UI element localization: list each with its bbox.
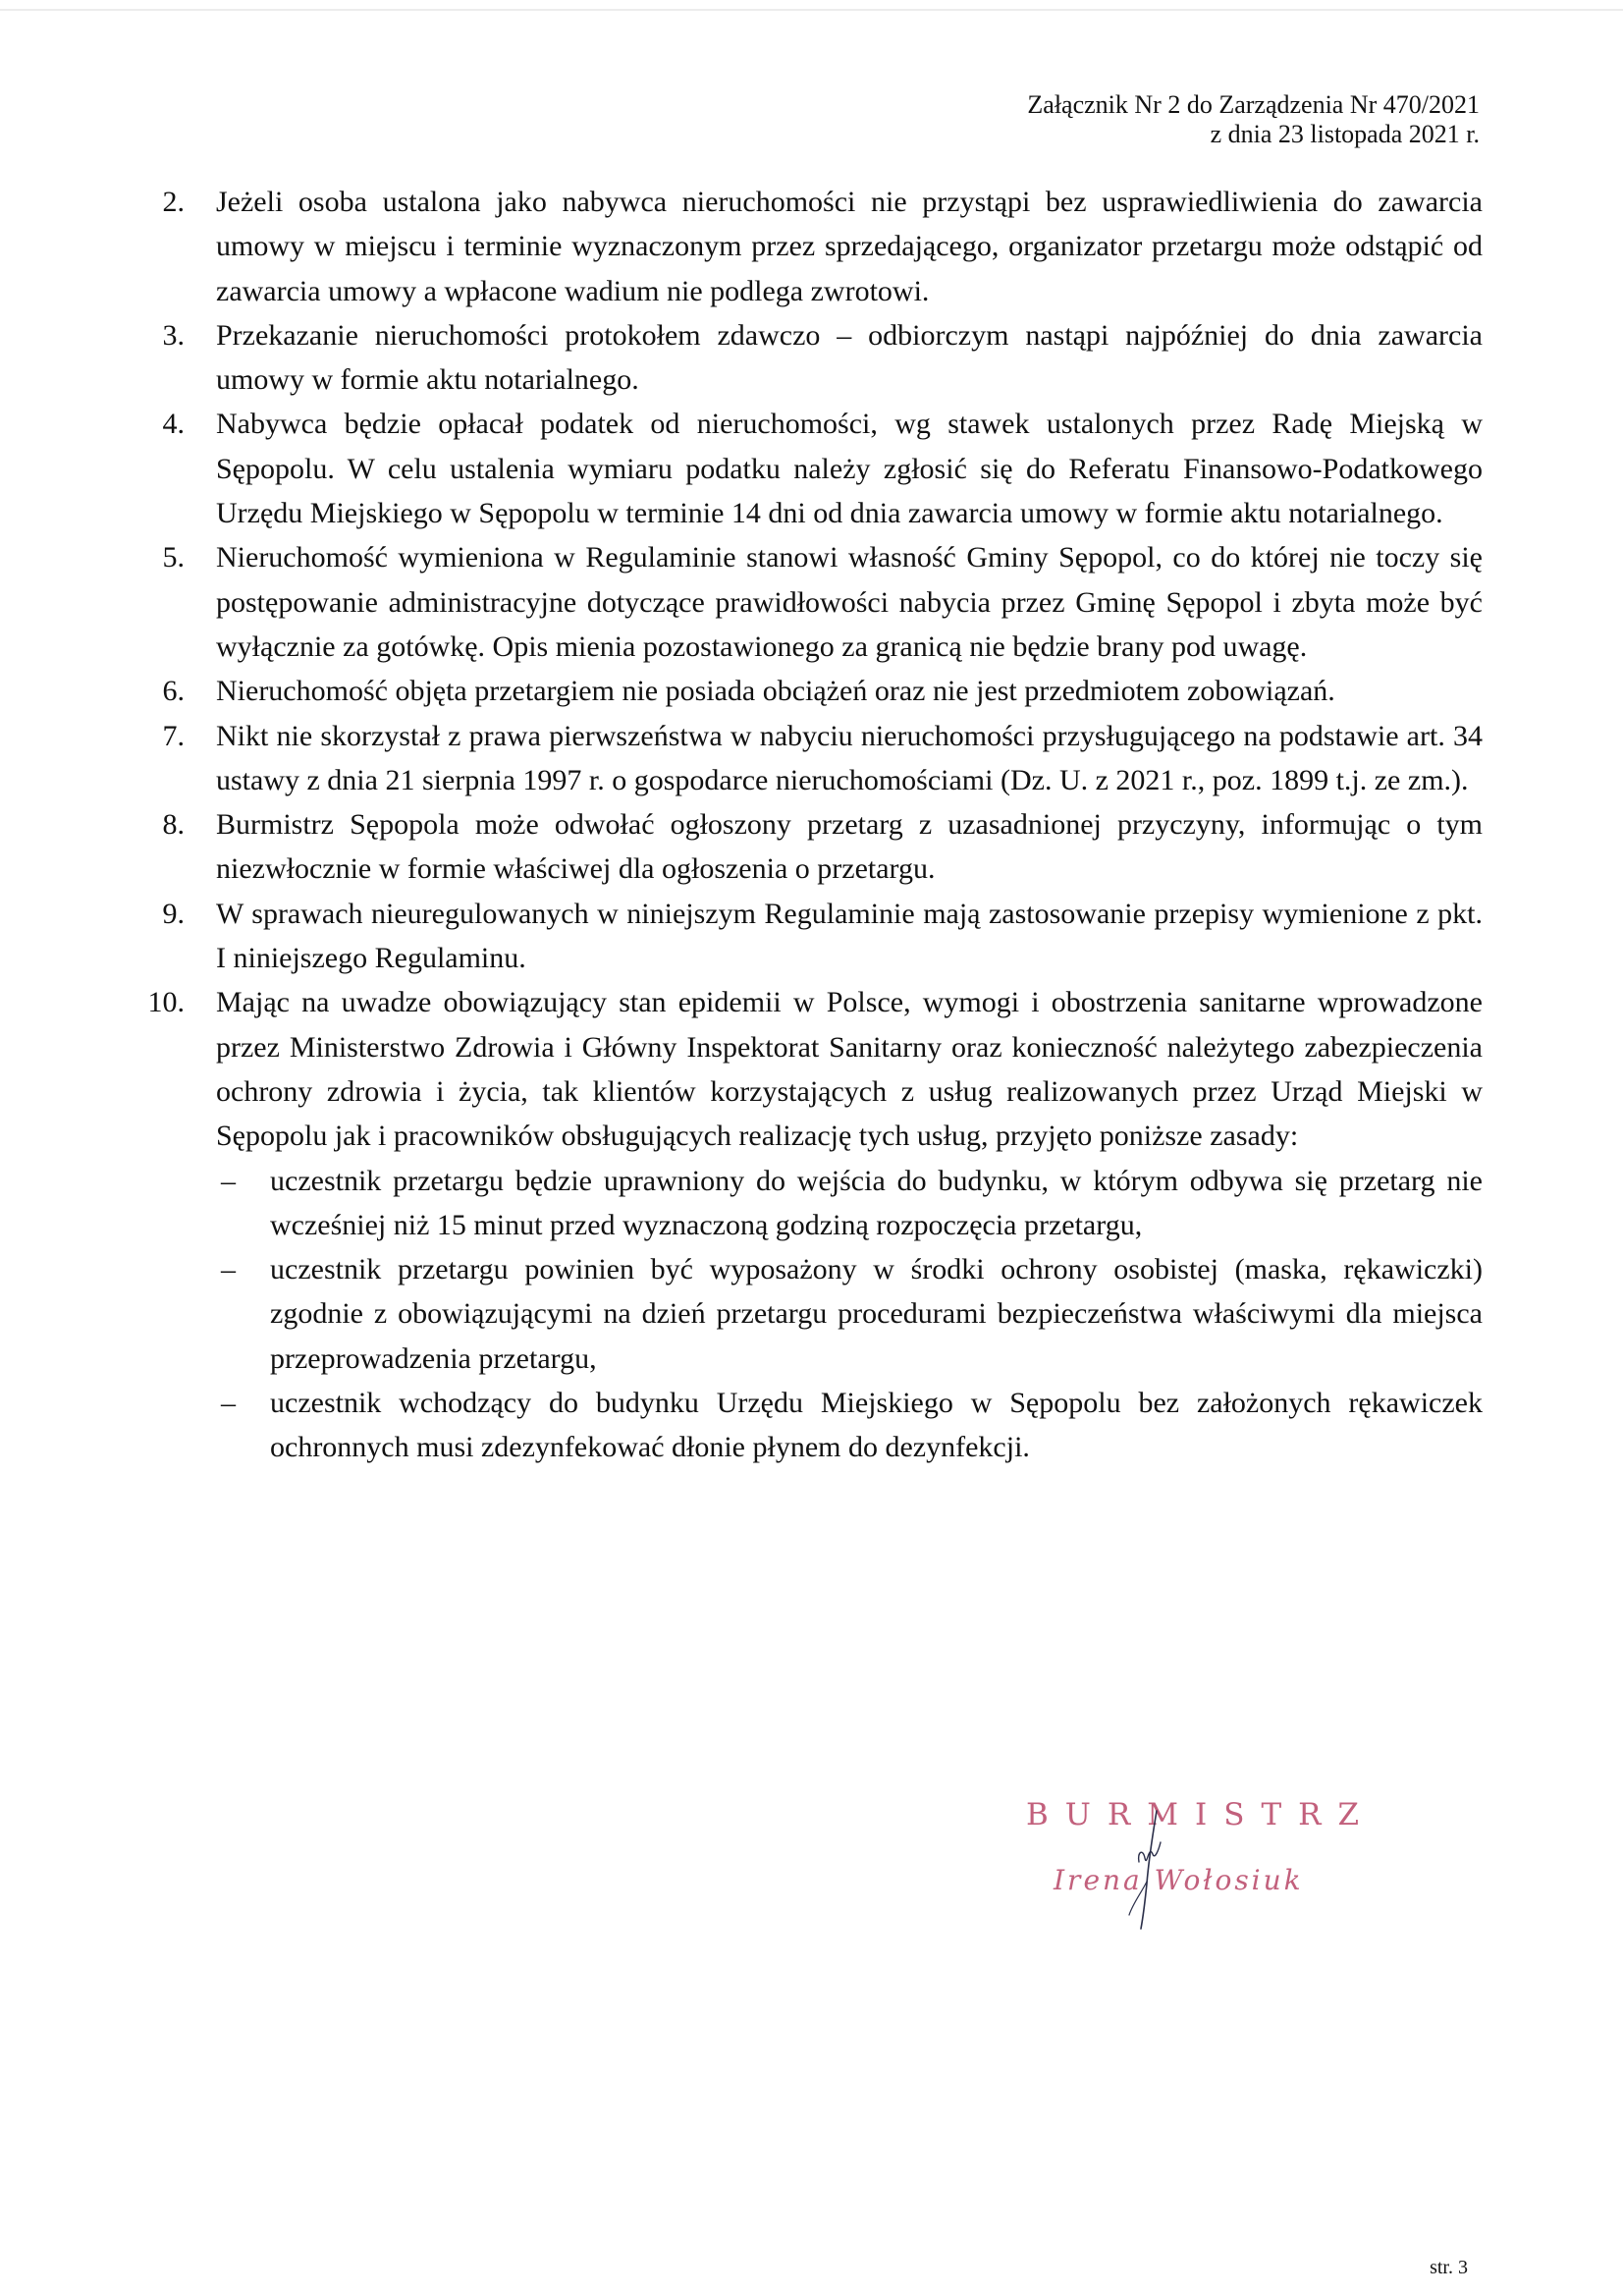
item-number: 4. (162, 408, 185, 441)
item-number: 9. (162, 897, 185, 930)
numbered-item (147, 535, 1483, 669)
sanitary-rules-list (147, 1159, 1483, 1470)
document-header (1027, 90, 1480, 149)
top-edge-line (0, 9, 1623, 11)
stamp-title: BURMISTRZ (1026, 1797, 1377, 1832)
dash-item-text: uczestnik wchodzący do budynku Urzędu Miejskiego w Sępopolu bez założonych rękawiczek ochronnych musi zdezynfekować dłonie płynem do dezynfekcji. (270, 1387, 1483, 1464)
item-number: 2. (162, 186, 185, 218)
item-number: 8. (162, 808, 185, 842)
header-attachment-line: Załącznik Nr 2 do Zarządzenia Nr 470/2021 (1027, 90, 1480, 119)
dash-bullet: – (221, 1164, 236, 1197)
numbered-item (147, 402, 1483, 535)
header-date-line: z dnia 23 listopada 2021 r. (1210, 120, 1480, 148)
page-number: str. 3 (1430, 2257, 1468, 2278)
numbered-item (147, 892, 1483, 981)
item-text: Przekazanie nieruchomości protokołem zdawczo – odbiorczym nastąpi najpóźniej do dnia zawarcia umowy w formie aktu notarialnego. (216, 318, 1483, 397)
dash-list-item (147, 1381, 1483, 1470)
dash-list-item (147, 1159, 1483, 1248)
item-number: 6. (162, 675, 185, 708)
numbered-item (147, 313, 1483, 403)
item-text: Mając na uwadze obowiązujący stan epidemii w Polsce, wymogi i obostrzenia sanitarne wprowadzone przez Ministerstwo Zdrowia i Główny Inspektorat Sanitarny oraz konieczność należytego zabezpieczenia ochrony zdrowia i życia, tak klientów korzystających z usług realizowanych przez Urząd Miejski w Sępopolu jak i pracowników obsługujących realizację tych usług, przyjęto poniższe zasady: (216, 986, 1483, 1153)
item-text: W sprawach nieuregulowanych w niniejszym Regulaminie mają zastosowanie przepisy wymienione z pkt. I niniejszego Regulaminu. (216, 897, 1483, 975)
numbered-item (147, 714, 1483, 803)
item-text: Jeżeli osoba ustalona jako nabywca nieruchomości nie przystąpi bez usprawiedliwienia do zawarcia umowy w miejscu i terminie wyznaczonym przez sprzedającego, organizator przetargu może odstąpić od zawarcia umowy a wpłacone wadium nie podlega zwrotowi. (216, 186, 1483, 307)
item-number: 7. (162, 719, 185, 752)
item-text: Nikt nie skorzystał z prawa pierwszeństwa w nabyciu nieruchomości przysługującego na podstawie art. 34 ustawy z dnia 21 sierpnia 1997 r. o gospodarce nieruchomościami (Dz. U. z 2021 r., poz. 1899 t.j. ze zm.). (216, 719, 1483, 796)
item-number: 3. (162, 318, 185, 352)
item-number: 5. (162, 541, 185, 574)
item-text: Burmistrz Sępopola może odwołać ogłoszony przetarg z uzasadnionej przyczyny, informując o tym niezwłocznie w formie właściwej dla ogłoszenia o przetargu. (216, 808, 1483, 886)
document-body (147, 180, 1483, 1470)
item-text: Nieruchomość wymieniona w Regulaminie stanowi własność Gminy Sępopol, co do której nie toczy się postępowanie administracyjne dotyczące prawidłowości nabycia przez Gminę Sępopol i zbyta może być wyłącznie za gotówkę. Opis mienia pozostawionego za granicą nie będzie brany pod uwagę. (216, 541, 1483, 663)
stamp-name: Irena Wołosiuk (1054, 1864, 1304, 1896)
dash-bullet: – (221, 1387, 236, 1420)
dash-bullet: – (221, 1253, 236, 1286)
numbered-item (147, 180, 1483, 313)
item-text: Nabywca będzie opłacał podatek od nieruchomości, wg stawek ustalonych przez Radę Miejską w Sępopolu. W celu ustalenia wymiaru podatku należy zgłosić się do Referatu Finansowo-Podatkowego Urzędu Miejskiego w Sępopolu w terminie 14 dni od dnia zawarcia umowy w formie aktu notarialnego. (216, 408, 1483, 530)
numbered-item (147, 669, 1483, 713)
item-text: Nieruchomość objęta przetargiem nie posiada obciążeń oraz nie jest przedmiotem zobowiązań. (216, 675, 1335, 708)
numbered-item (147, 802, 1483, 892)
dash-item-text: uczestnik przetargu będzie uprawniony do wejścia do budynku, w którym odbywa się przetarg nie wcześniej niż 15 minut przed wyznaczoną godziną rozpoczęcia przetargu, (270, 1164, 1483, 1241)
numbered-item (147, 980, 1483, 1158)
dash-item-text: uczestnik przetargu powinien być wyposażony w środki ochrony osobistej (maska, rękawiczki) zgodnie z obowiązującymi na dzień przetargu procedurami bezpieczeństwa właściwymi dla miejsca przeprowadzenia przetargu, (270, 1253, 1483, 1375)
dash-list-item (147, 1247, 1483, 1381)
handwritten-signature (1119, 1805, 1188, 1933)
item-number: 10. (147, 986, 185, 1019)
